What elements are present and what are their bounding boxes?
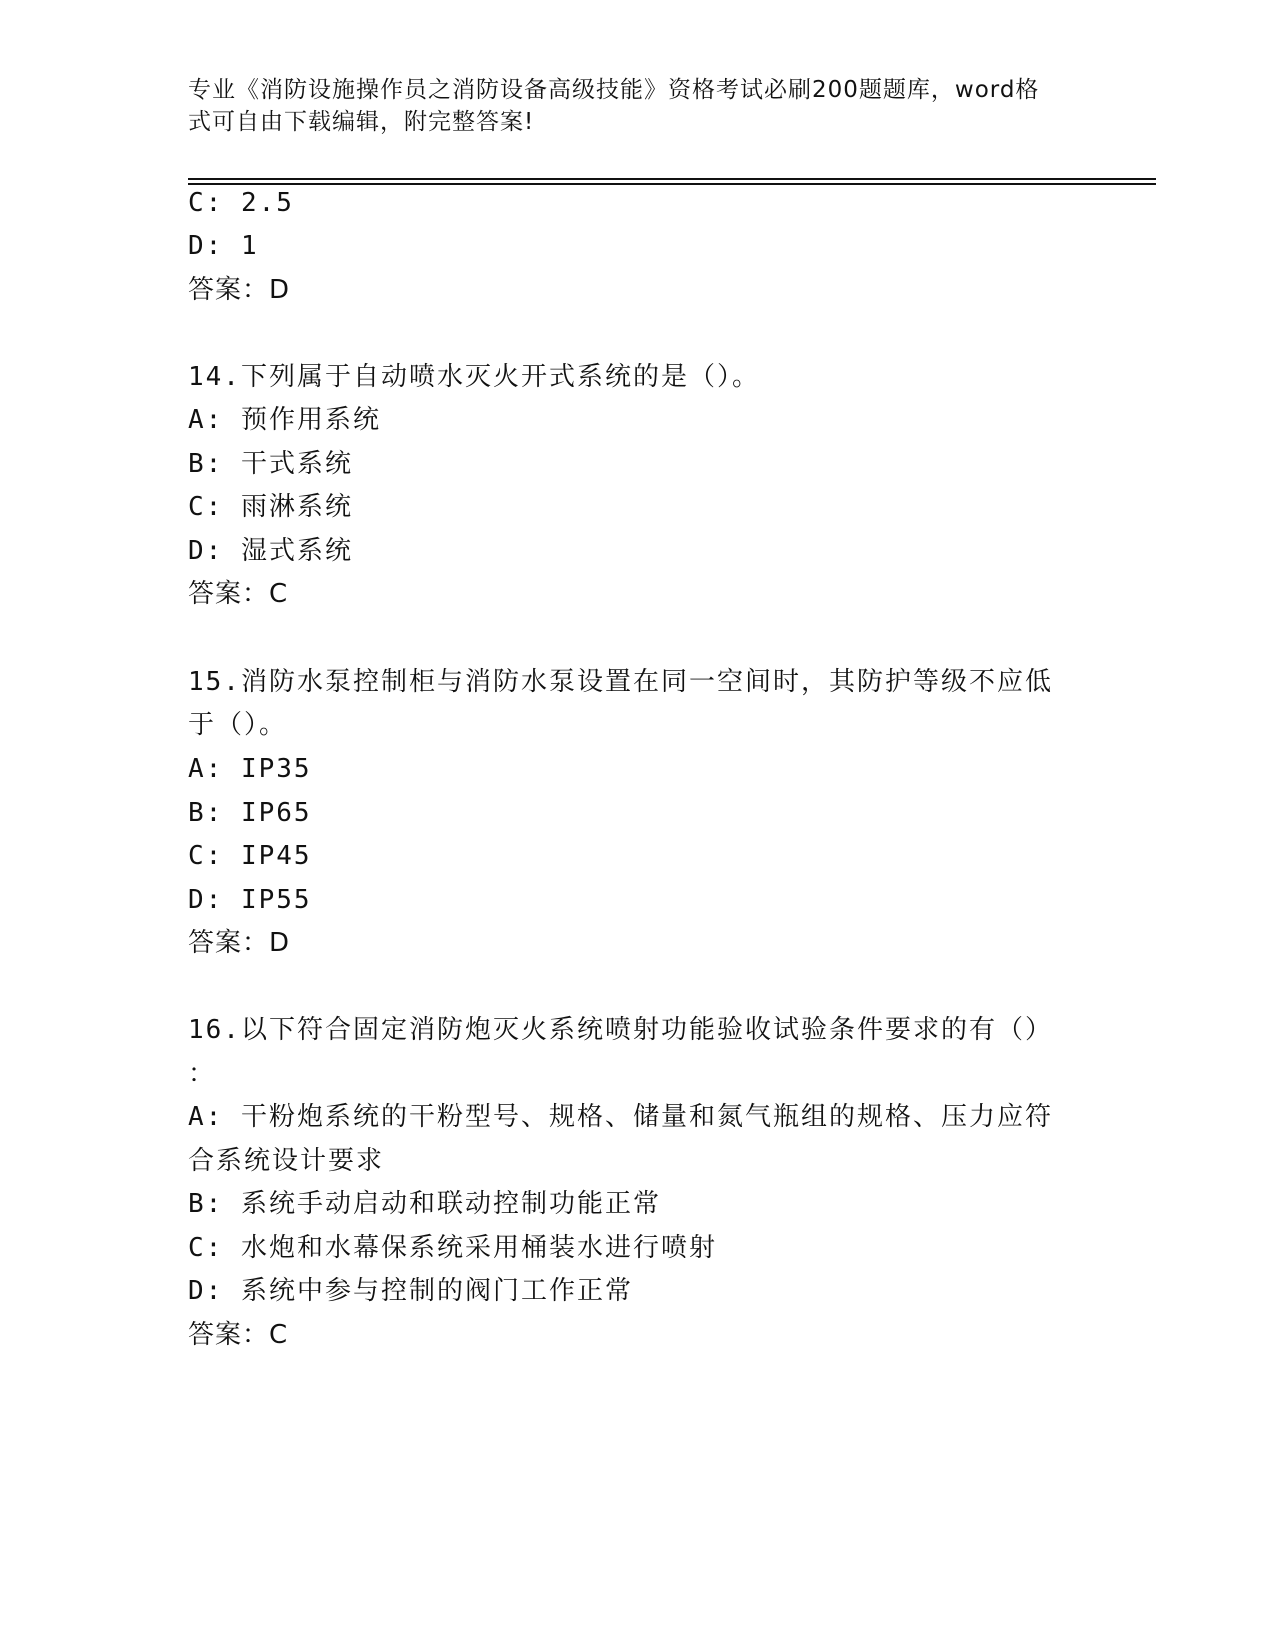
q15-option-d: D: IP55 [188,885,312,915]
q13-answer: 答案：D [188,275,291,305]
q16-option-d: D: 系统中参与控制的阀门工作正常 [188,1276,633,1306]
q14-option-d: D: 湿式系统 [188,536,353,566]
q14-option-b: B: 干式系统 [188,449,353,479]
q16-question-line-1: 16.以下符合固定消防炮灭火系统喷射功能验收试验条件要求的有（） [188,1015,1053,1045]
header-divider-top [188,178,1156,180]
q14-question: 14.下列属于自动喷水灭火开式系统的是（）。 [188,362,760,392]
q15-option-a: A: IP35 [188,754,312,784]
q15-option-b: B: IP65 [188,798,312,828]
q14-option-c: C: 雨淋系统 [188,492,353,522]
q15-option-c: C: IP45 [188,841,312,871]
q16-option-a-line-2: 合系统设计要求 [188,1146,385,1176]
header-line-1: 专业《消防设施操作员之消防设备高级技能》资格考试必刷200题题库，word格 [188,77,1040,103]
q13-option-c: C: 2.5 [188,188,294,218]
q16-option-b: B: 系统手动启动和联动控制功能正常 [188,1189,661,1219]
q16-question-line-2: ： [188,1059,217,1089]
document-header [188,74,1068,138]
q16-answer: 答案：C [188,1320,289,1350]
q16-option-a-line-1: A: 干粉炮系统的干粉型号、规格、储量和氮气瓶组的规格、压力应符 [188,1102,1053,1132]
q16-option-c: C: 水炮和水幕保系统采用桶装水进行喷射 [188,1233,717,1263]
header-line-2: 式可自由下载编辑，附完整答案! [188,109,535,135]
q15-question-line-2: 于（）。 [188,710,288,740]
header-divider-bottom [188,183,1156,185]
q15-answer: 答案：D [188,928,291,958]
q14-option-a: A: 预作用系统 [188,405,381,435]
q13-option-d: D: 1 [188,231,259,261]
q15-question-line-1: 15.消防水泵控制柜与消防水泵设置在同一空间时，其防护等级不应低 [188,667,1053,697]
q14-answer: 答案：C [188,579,289,609]
